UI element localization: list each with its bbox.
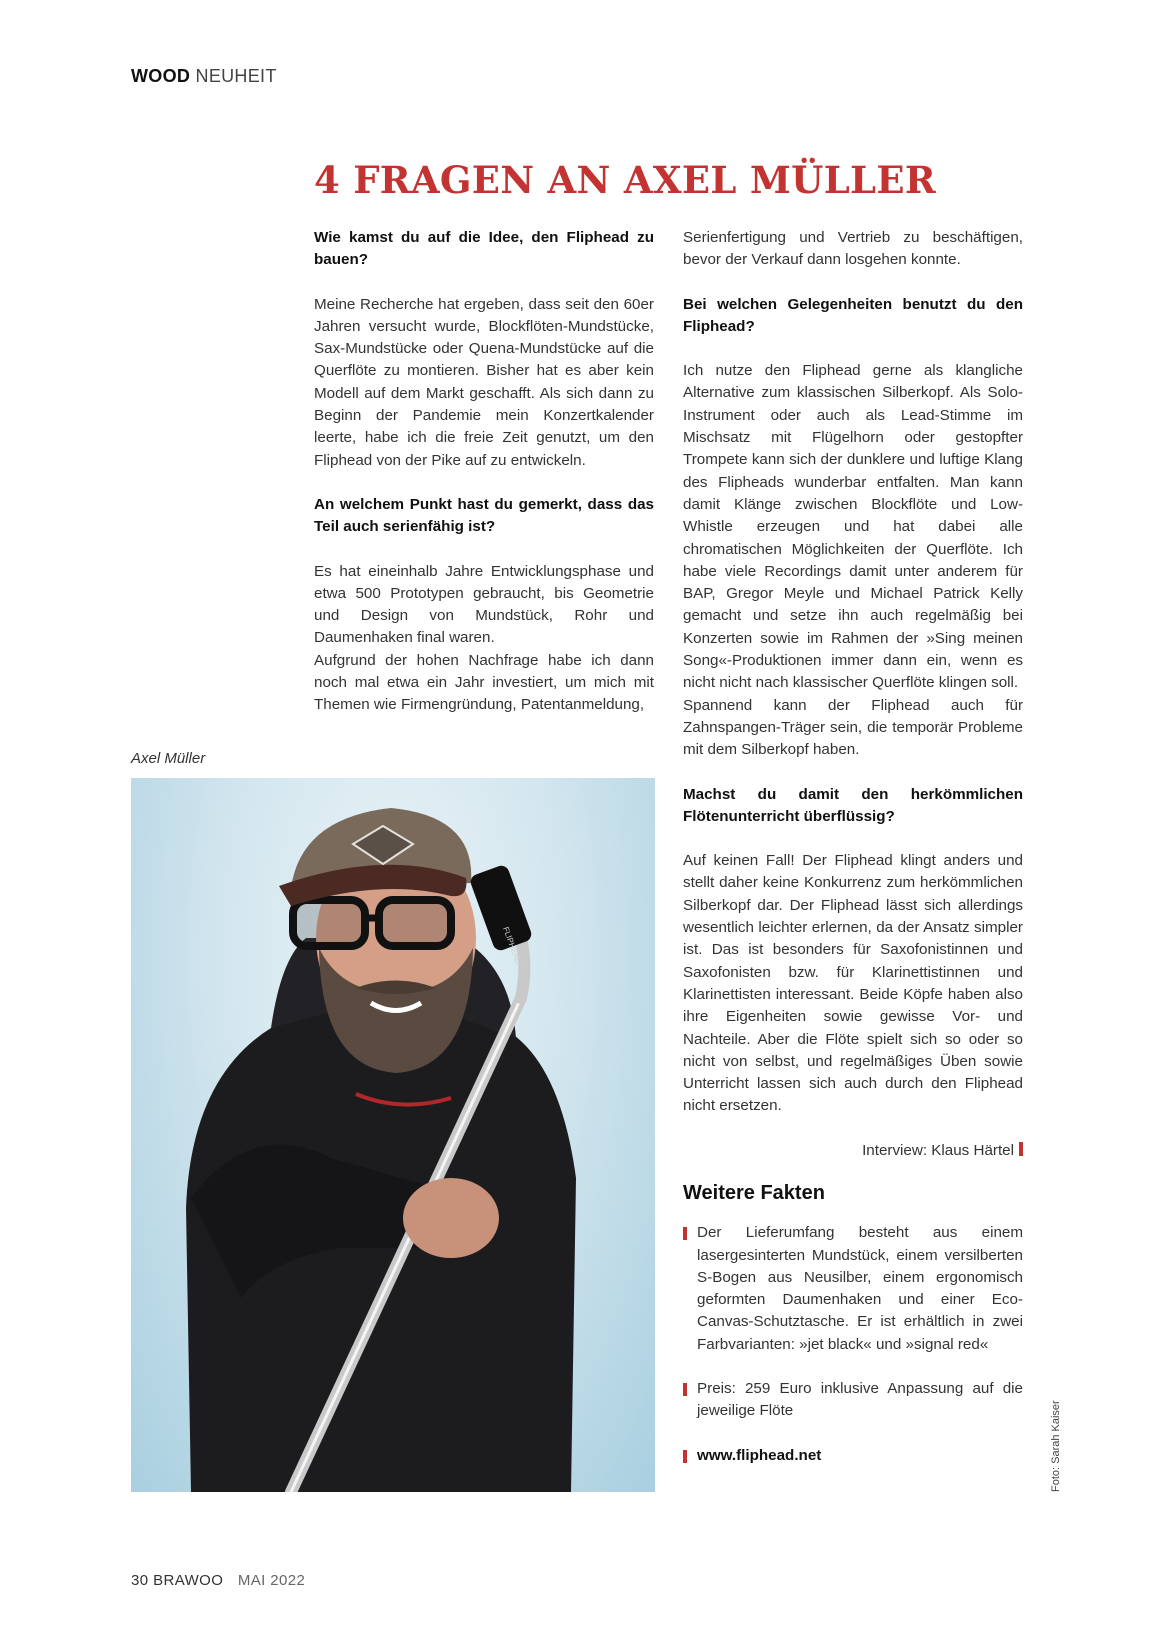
answer-2-paragraph-1: Es hat eineinhalb Jahre Entwicklungsphase und etwa 500 Prototypen gebraucht, bis Geometrie und Design von Mundstück, Rohr und Daumenhaken final waren. <box>314 562 654 647</box>
fact-bullet <box>683 1227 687 1240</box>
magazine-name: BRAWOO <box>153 1572 224 1589</box>
question-3: Bei welchen Gelegenheiten benutzt du den Fliphead? <box>683 295 1023 335</box>
section-label <box>131 66 277 87</box>
answer-1: Meine Recherche hat ergeben, dass seit den 60er Jahren versucht wurde, Blockflöten-Mundstücke, Sax-Mundstücke oder Quena-Mundstücke auf die Querflöte zu montieren. Bisher hat es aber kein Modell auf dem Markt geschafft. Als sich dann zu Beginn der Pandemie mein Konzertkalender leerte, habe ich die freie Zeit genutzt, um den Fliphead von der Pike auf zu entwickeln. <box>314 295 654 469</box>
fact-text: Der Lieferumfang besteht aus einem lasergesinterten Mundstück, einem versilberten S-Bogen aus Neusilber, einem ergonomisch geformten Daumenhaken und einer Eco-Canvas-Schutztasche. Er ist erhältlich in zwei Farbvarianten: »jet black« und »signal red« <box>697 1224 1023 1353</box>
facts-title: Weitere Fakten <box>683 1181 825 1204</box>
article-column-left <box>314 227 654 717</box>
section-label-light: NEUHEIT <box>195 66 277 86</box>
hand <box>403 1178 499 1258</box>
interview-credit-text: Interview: Klaus Härtel <box>862 1141 1014 1159</box>
fact-item <box>683 1222 1023 1356</box>
website-link[interactable]: www.fliphead.net <box>697 1446 822 1464</box>
section-label-strong: WOOD <box>131 66 191 86</box>
photo-caption: Axel Müller <box>131 750 206 767</box>
page-number: 30 <box>131 1572 149 1589</box>
issue-date: MAI 2022 <box>237 1572 306 1589</box>
interview-credit <box>683 1140 1023 1162</box>
answer-3-paragraph-1: Ich nutze den Fliphead gerne als klangliche Alternative zum klassischen Silberkopf. Als Solo-Instrument oder auch als Lead-Stimme im Mischsatz mit Flügelhorn oder gestopfter Trompete kann sich der dunklere und luftige Klang des Flipheads wunderbar entfalten. Man kann damit Klänge zwischen Blockflöte und Low-Whistle erzeugen und hat dabei alle chromatischen Möglichkeiten der Querflöte. Ich habe viele Recordings damit unter anderem für BAP, Gregor Meyle und Michael Patrick Kelly gemacht und setze ihn auch regelmäßig bei Konzerten sowie im Rahmen der »Sing meinen Song«-Produktionen immer dann ein, wenn es nicht nicht nach klassischer Querflöte klingen soll. <box>683 362 1023 692</box>
end-mark <box>1019 1142 1023 1156</box>
fliphead-mouthpiece <box>469 864 534 953</box>
page-title: 4 FRAGEN AN AXEL MÜLLER <box>314 158 936 202</box>
fact-bullet <box>683 1450 687 1463</box>
question-4: Machst du damit den herkömmlichen Flötenunterricht überflüssig? <box>683 785 1023 825</box>
glasses-right <box>379 900 451 946</box>
answer-2-paragraph-2-end: Serienfertigung und Vertrieb zu beschäftigen, bevor der Verkauf dann losgehen konnte. <box>683 229 1023 269</box>
fact-item <box>683 1378 1023 1423</box>
fact-bullet <box>683 1383 687 1396</box>
answer-4: Auf keinen Fall! Der Fliphead klingt anders und stellt daher keine Konkurrenz zum herkömmlichen Silberkopf dar. Der Fliphead lässt sich allerdings wesentlich leichter erlernen, da der Ansatz simpler ist. Das ist besonders für Saxofonistinnen und Saxofonisten bzw. für Klarinettistinnen und Klarinettisten interessant. Beide Köpfe haben also ihre Eigenheiten sowie gewisse Vor- und Nachteile. Aber die Flöte spielt sich so oder so nicht von selbst, und regelmäßiges Üben sowie Unterricht lassen sich auch durch den Fliphead nicht ersetzen. <box>683 852 1023 1115</box>
answer-2-paragraph-2-start: Aufgrund der hohen Nachfrage habe ich dann noch mal etwa ein Jahr investiert, um mich mit Themen wie Firmengründung, Patentanmeldung, <box>314 651 654 714</box>
question-1: Wie kamst du auf die Idee, den Fliphead zu bauen? <box>314 229 654 269</box>
answer-3-paragraph-2: Spannend kann der Fliphead auch für Zahnspangen-Träger sein, die temporär Probleme mit dem Silberkopf haben. <box>683 696 1023 759</box>
portrait-illustration <box>131 778 655 1492</box>
glasses-left <box>293 900 365 946</box>
photo-credit: Foto: Sarah Kaiser <box>1050 1400 1062 1492</box>
question-2: An welchem Punkt hast du gemerkt, dass das Teil auch serienfähig ist? <box>314 495 654 536</box>
article-column-right <box>683 227 1023 1467</box>
fact-text: Preis: 259 Euro inklusive Anpassung auf die jeweilige Flöte <box>697 1380 1023 1420</box>
portrait-photo <box>131 778 655 1492</box>
fact-item-url[interactable] <box>683 1445 1023 1467</box>
page-footer <box>131 1572 305 1589</box>
fliphead-mouthpiece-label: FLIPHEAD <box>501 925 523 966</box>
